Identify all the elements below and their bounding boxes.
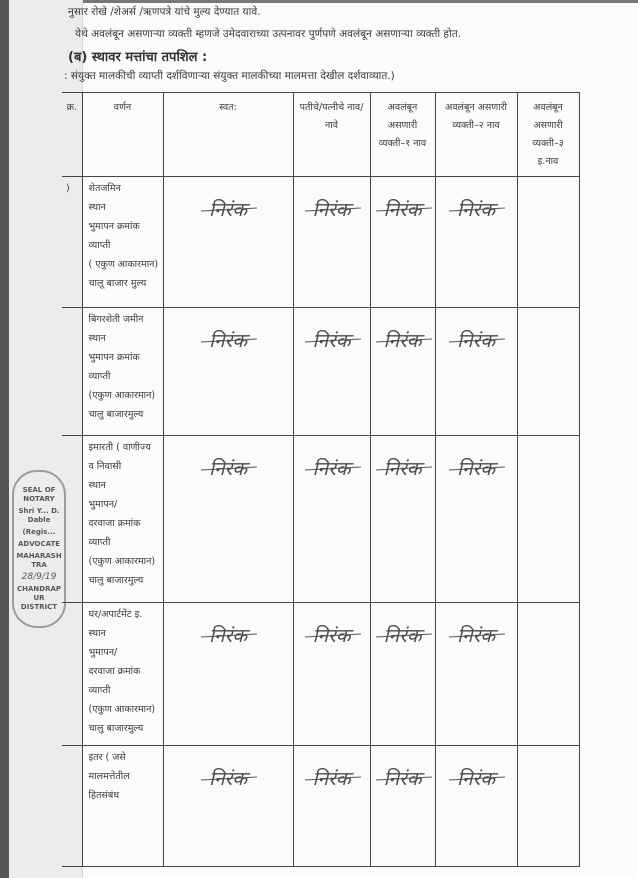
- handwritten-nil-entry: निरंक: [457, 768, 495, 790]
- row-description: [82, 308, 163, 436]
- handwritten-nil-entry: निरंक: [457, 625, 495, 647]
- description-line: चालु बाजारमुल्य: [88, 409, 144, 420]
- description-line: व्याप्ती: [88, 371, 111, 382]
- handwritten-nil-cell: [163, 308, 293, 436]
- description-line: भुमापन/: [88, 647, 118, 658]
- description-line: भुमापन क्रमांक: [88, 352, 140, 363]
- row-serial: [62, 603, 82, 746]
- row-serial: [62, 746, 82, 867]
- section-heading: (ब) स्थावर मत्तांचा तपशिल :: [68, 50, 208, 65]
- empty-cell: [517, 436, 579, 603]
- handwritten-nil-entry: निरंक: [312, 625, 351, 647]
- seal-state: MAHARASHTRA: [16, 552, 62, 569]
- header-description: वर्णन: [82, 93, 163, 177]
- handwritten-nil-entry: निरंक: [312, 458, 351, 480]
- empty-cell: [517, 177, 579, 308]
- intro-line-2: येथे अवलंबून असणाऱ्या व्यक्ती म्हणजे उमेदवाराच्या उत्पनावर पुर्णपणे अवलंबून असणाऱ्या व्यक्ती होत.: [75, 28, 462, 40]
- handwritten-nil-entry: निरंक: [209, 330, 247, 352]
- handwritten-nil-entry: निरंक: [209, 199, 247, 221]
- description-line: भुमापन क्रमांक: [88, 221, 140, 232]
- description-line: व्याप्ती: [88, 240, 111, 251]
- description-line: स्थान: [88, 202, 106, 213]
- description-line: स्थान: [88, 333, 106, 344]
- handwritten-nil-entry: निरंक: [383, 199, 422, 221]
- description-line: बिगरशेती जमीन: [88, 314, 144, 325]
- header-dependent-2: अवलंबून असणारी व्यक्ती–२ नाव: [435, 93, 517, 177]
- table-row: [62, 603, 579, 746]
- row-serial: ): [62, 177, 82, 308]
- handwritten-nil-entry: निरंक: [383, 458, 422, 480]
- handwritten-nil-cell: [293, 746, 370, 867]
- row-description: [82, 603, 163, 746]
- handwritten-nil-entry: निरंक: [312, 768, 351, 790]
- handwritten-nil-cell: [163, 436, 293, 603]
- table-row: [62, 746, 579, 867]
- row-serial: [62, 436, 82, 603]
- description-line: व निवासी: [88, 461, 122, 472]
- table-header-row: [62, 93, 579, 177]
- handwritten-nil-entry: निरंक: [457, 330, 495, 352]
- table-row: [62, 177, 579, 308]
- row-description: [82, 436, 163, 603]
- handwritten-nil-cell: [293, 603, 370, 746]
- handwritten-nil-cell: [435, 308, 517, 436]
- description-line: दरवाजा क्रमांक: [88, 666, 141, 677]
- handwritten-nil-cell: [370, 746, 435, 867]
- header-spouse: पतीचे/पत्नीचे नाव/नावे: [293, 93, 370, 177]
- handwritten-nil-cell: [293, 177, 370, 308]
- empty-cell: [517, 746, 579, 867]
- description-line: दरवाजा क्रमांक: [88, 518, 141, 529]
- table-row: [62, 436, 579, 603]
- seal-top-text: SEAL OF NOTARY: [22, 486, 56, 503]
- handwritten-nil-cell: [163, 746, 293, 867]
- handwritten-nil-entry: निरंक: [209, 625, 247, 647]
- handwritten-nil-entry: निरंक: [383, 625, 422, 647]
- description-line: चालू बाजार मुल्य: [88, 278, 147, 289]
- row-description: [82, 177, 163, 308]
- handwritten-nil-entry: निरंक: [209, 458, 247, 480]
- handwritten-nil-cell: [370, 436, 435, 603]
- description-line: व्याप्ती: [88, 685, 111, 696]
- description-line: स्थान: [88, 628, 106, 639]
- handwritten-nil-entry: निरंक: [312, 199, 351, 221]
- handwritten-nil-cell: [163, 603, 293, 746]
- description-line: शेतजमिन: [88, 183, 121, 194]
- description-line: ( एकुण आकारमान): [88, 259, 159, 270]
- row-serial: [62, 308, 82, 436]
- description-line: चालु बाजारमुल्य: [88, 723, 144, 734]
- handwritten-nil-cell: [435, 603, 517, 746]
- handwritten-nil-entry: निरंक: [312, 330, 351, 352]
- seal-name: Shri Y... D. Dable: [18, 507, 60, 524]
- empty-cell: [517, 308, 579, 436]
- handwritten-nil-cell: [293, 436, 370, 603]
- header-dependent-1: अवलंबून असणारी व्यक्ती–१ नाव: [370, 93, 435, 177]
- immovable-assets-table: [62, 92, 580, 867]
- description-line: चालु बाजारमुल्य: [88, 575, 144, 586]
- handwritten-nil-cell: [293, 308, 370, 436]
- description-line: (एकुण आकारमान): [88, 556, 156, 567]
- handwritten-nil-entry: निरंक: [209, 768, 247, 790]
- handwritten-nil-cell: [370, 603, 435, 746]
- handwritten-nil-cell: [435, 436, 517, 603]
- description-line: इमारती ( वाणीज्य: [88, 442, 151, 453]
- intro-line-1: नुसार रोखे /शेअर्स /ऋणपत्रे यांचे मुल्य देण्यात यावे.: [68, 6, 261, 18]
- empty-cell: [517, 603, 579, 746]
- description-line: मालमत्तेतील: [88, 771, 130, 782]
- scan-binding-edge: [0, 0, 9, 878]
- header-self: स्वत:: [163, 93, 293, 177]
- seal-bottom-text: CHANDRAPUR DISTRICT: [16, 585, 62, 611]
- handwritten-nil-cell: [370, 308, 435, 436]
- handwritten-nil-cell: [163, 177, 293, 308]
- table-row: [62, 308, 579, 436]
- description-line: व्याप्ती: [88, 537, 111, 548]
- handwritten-nil-entry: निरंक: [383, 330, 422, 352]
- seal-role: ADVOCATE: [17, 540, 61, 548]
- seal-registration: (Regis...: [22, 528, 56, 536]
- handwritten-nil-entry: निरंक: [457, 199, 495, 221]
- handwritten-nil-cell: [370, 177, 435, 308]
- header-dependent-3: अवलंबून असणारी व्यक्ती–३ इ.नाव: [517, 93, 579, 177]
- row-description: [82, 746, 163, 867]
- handwritten-nil-cell: [435, 177, 517, 308]
- description-line: घर/अपार्टमेंट इ.: [88, 609, 143, 620]
- handwritten-nil-entry: निरंक: [383, 768, 422, 790]
- description-line: स्थान: [88, 480, 106, 491]
- description-line: इतर ( जसे: [88, 752, 126, 763]
- scan-top-edge: [0, 0, 638, 3]
- header-serial: क्र.: [62, 93, 82, 177]
- description-line: (एकुण आकारमान): [88, 704, 156, 715]
- section-note: : संयुक्त मालकीची व्याप्ती दर्शविणाऱ्या संयुक्त मालकीच्या मालमत्ता देखील दर्शवाव्यात.): [64, 70, 395, 82]
- handwritten-nil-cell: [435, 746, 517, 867]
- description-line: हितसंबंध: [88, 790, 120, 801]
- seal-date: 28/9/19: [21, 572, 57, 582]
- description-line: भुमापन/: [88, 499, 118, 510]
- handwritten-nil-entry: निरंक: [457, 458, 495, 480]
- description-line: (एकुण आकारमान): [88, 390, 156, 401]
